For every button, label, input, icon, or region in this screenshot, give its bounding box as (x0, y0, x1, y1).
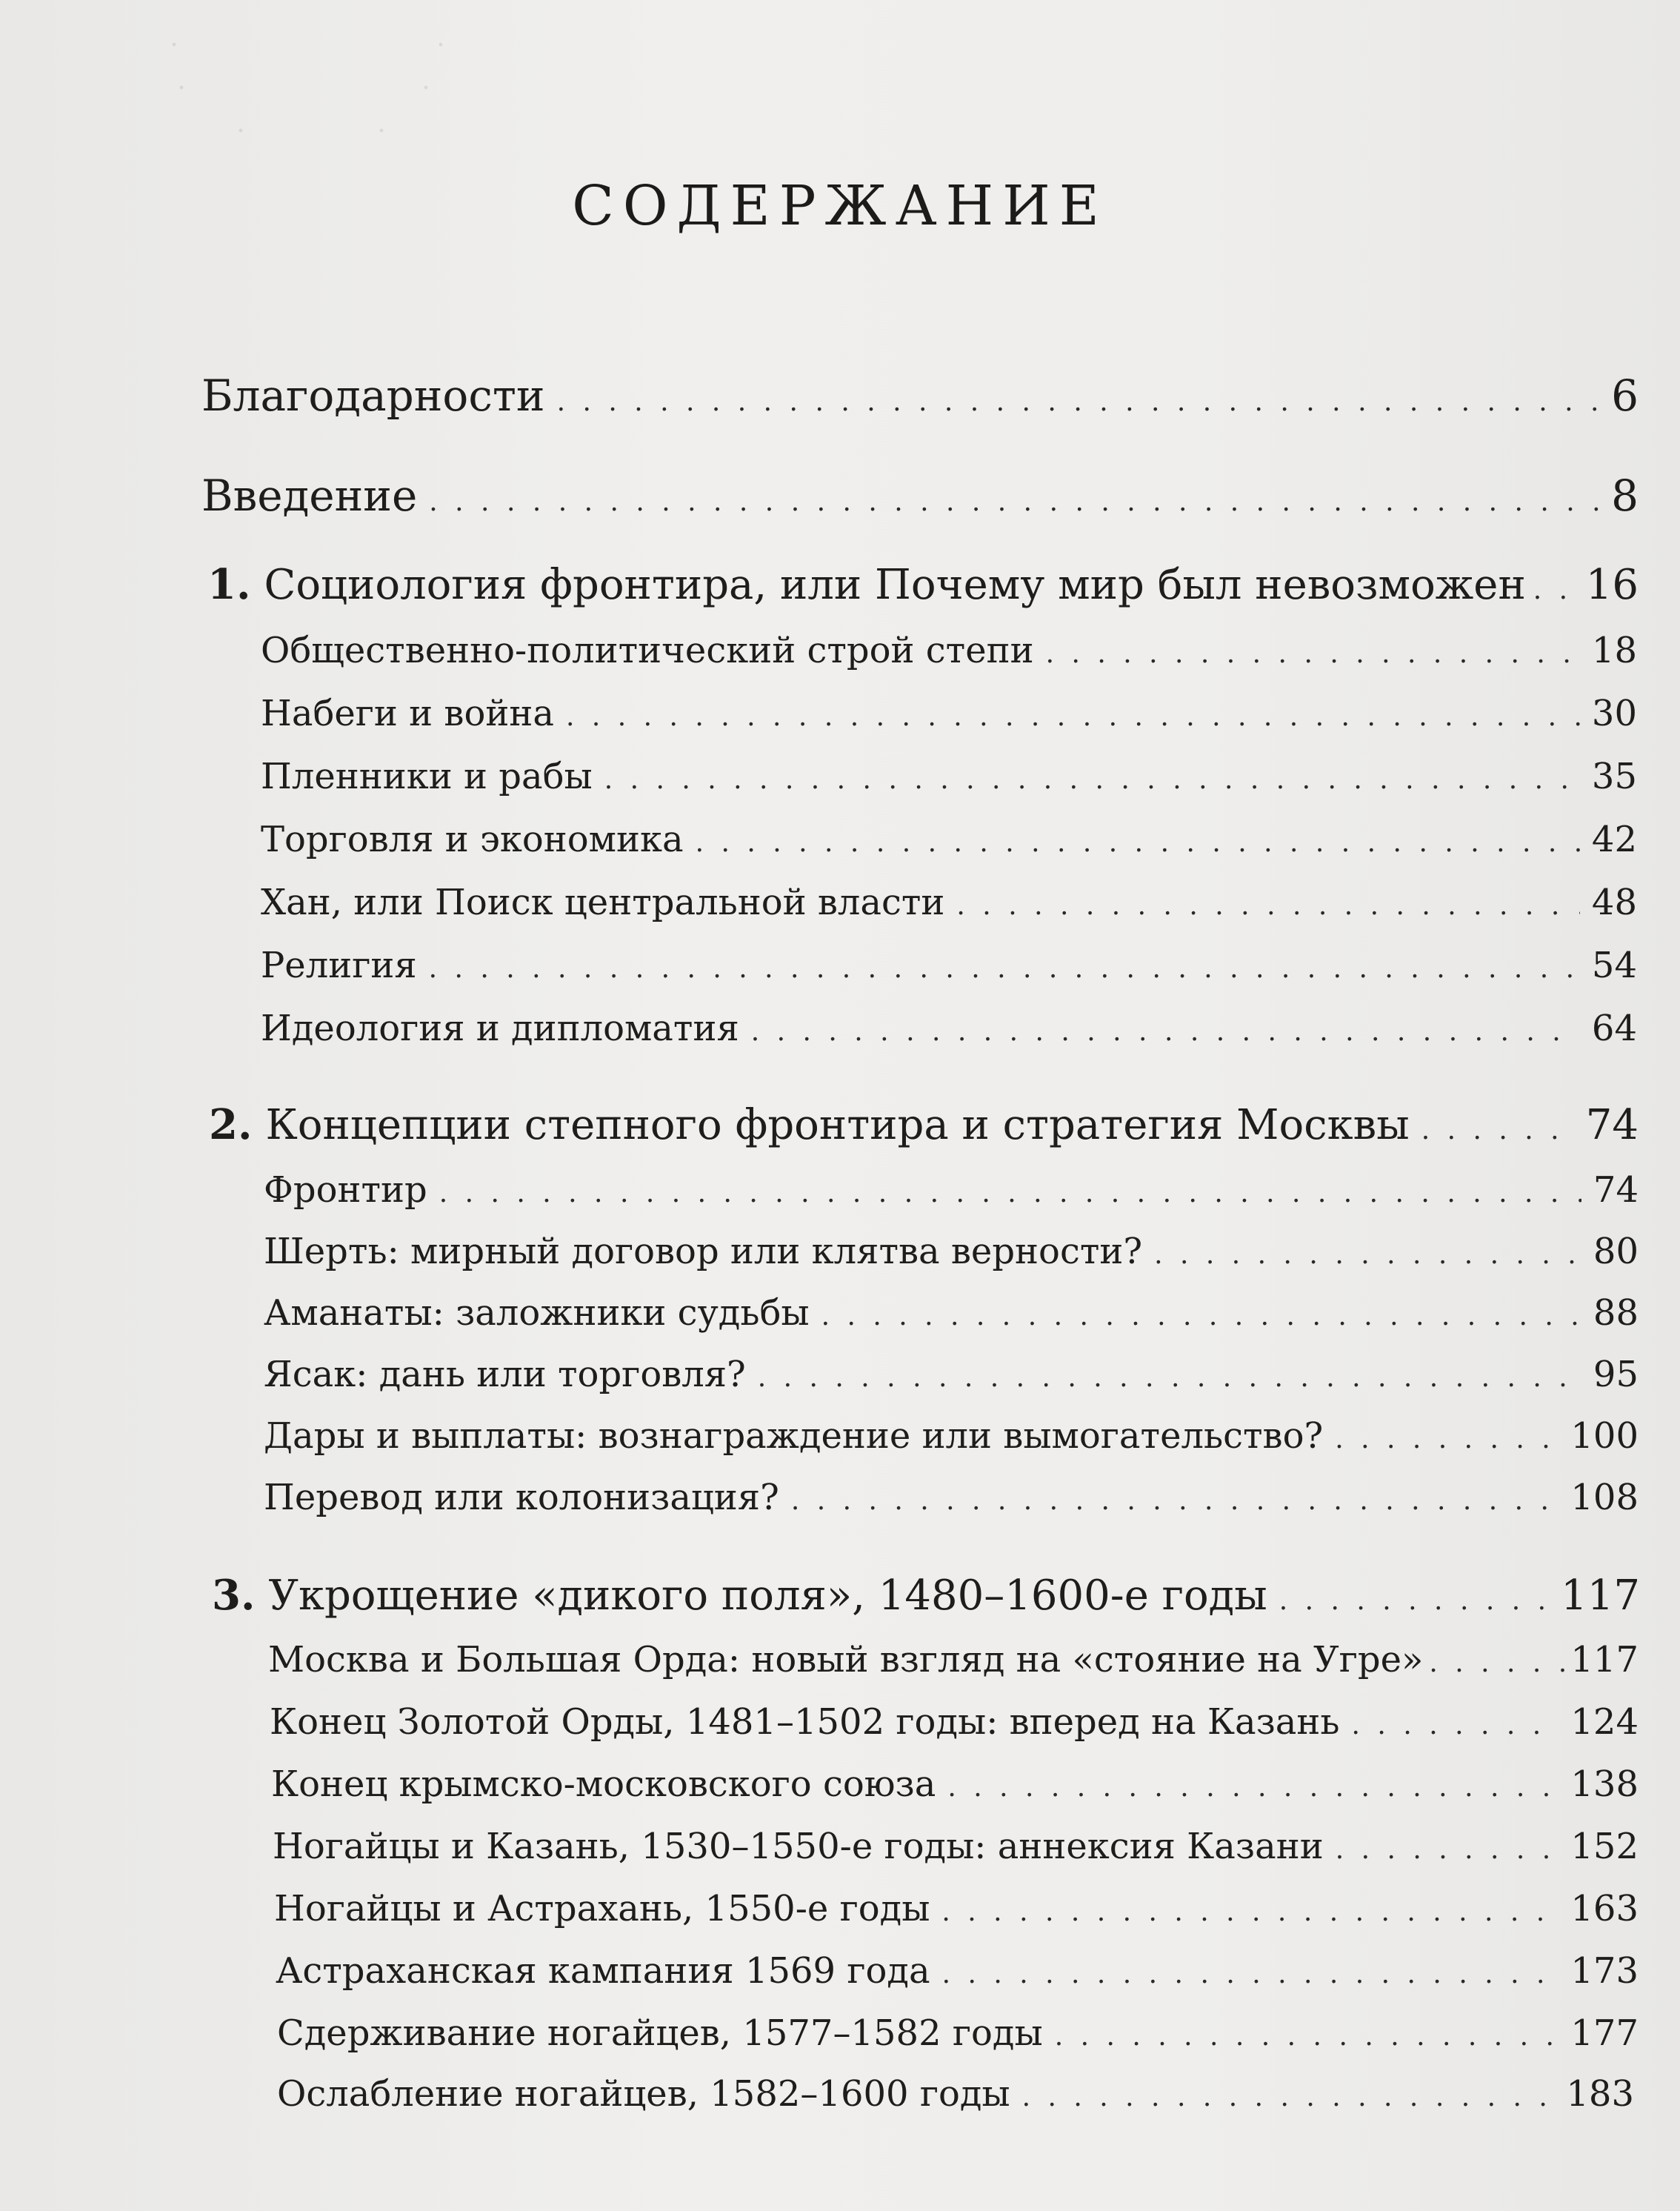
toc-entry-page: 6 (1611, 370, 1639, 421)
toc-section[interactable] (276, 1950, 1639, 1992)
chapter-title: Социология фронтира, или Почему мир был невозможен (264, 561, 1526, 609)
leader-dots (604, 765, 1580, 795)
leader-dots (1352, 1710, 1559, 1740)
chapter-page: 74 (1585, 1101, 1639, 1149)
toc-chapter[interactable] (212, 1571, 1640, 1620)
leader-dots (1154, 1240, 1581, 1270)
section-title: Фронтир (264, 1169, 427, 1211)
section-page: 42 (1591, 819, 1637, 860)
leader-dots (429, 954, 1580, 984)
section-title: Хан, или Поиск центральной власти (261, 882, 945, 923)
section-title: Шерть: мирный договор или клятва верности? (264, 1231, 1143, 1272)
chapter-number: 1. (207, 560, 251, 609)
leader-dots (1421, 1115, 1574, 1146)
section-page: 183 (1566, 2073, 1634, 2115)
section-page: 74 (1593, 1169, 1639, 1211)
section-title: Ногайцы и Астрахань, 1550-е годы (274, 1888, 930, 1929)
toc-section[interactable] (274, 1888, 1639, 1929)
chapter-title: Укрощение «дикого поля», 1480–1600-е годы (268, 1572, 1267, 1620)
leader-dots (1429, 1648, 1564, 1678)
toc-section[interactable] (277, 2073, 1634, 2115)
leader-dots (791, 1486, 1559, 1516)
section-page: 30 (1591, 693, 1637, 734)
section-page: 48 (1591, 882, 1637, 923)
toc-section[interactable] (270, 1701, 1639, 1743)
chapter-page: 16 (1585, 561, 1639, 609)
chapter-number: 2. (209, 1100, 253, 1149)
section-title: Идеология и дипломатия (261, 1008, 739, 1049)
section-page: 35 (1591, 756, 1637, 797)
toc-section[interactable] (268, 1639, 1639, 1680)
section-title: Ясак: дань или торговля? (264, 1354, 746, 1395)
section-page: 117 (1570, 1639, 1639, 1680)
toc-section[interactable] (261, 819, 1637, 860)
section-page: 95 (1593, 1354, 1639, 1395)
leader-dots (1022, 2082, 1555, 2112)
section-title: Набеги и война (261, 693, 554, 734)
leader-dots (1055, 2021, 1559, 2052)
section-page: 173 (1570, 1950, 1639, 1992)
leader-dots (947, 1772, 1559, 1803)
chapter-page: 117 (1561, 1572, 1640, 1620)
section-title: Москва и Большая Орда: новый взгляд на «стояние на Угре» (268, 1639, 1424, 1680)
page-title: СОДЕРЖАНИЕ (572, 174, 1108, 238)
leader-dots (1336, 1835, 1559, 1865)
toc-entry[interactable] (201, 370, 1639, 421)
section-page: 108 (1570, 1477, 1639, 1518)
bleed-through-texture: . . . . . . (170, 19, 444, 139)
toc-section[interactable] (264, 1415, 1639, 1457)
toc-entry[interactable] (201, 471, 1639, 521)
toc-entry-page: 8 (1611, 471, 1639, 521)
toc-section[interactable] (264, 1292, 1639, 1334)
leader-dots (821, 1301, 1581, 1331)
section-title: Религия (261, 945, 417, 986)
toc-chapter[interactable] (209, 1100, 1639, 1149)
toc-section[interactable] (261, 630, 1637, 671)
section-title: Сдерживание ногайцев, 1577–1582 годы (277, 2012, 1043, 2054)
toc-entry-label: Благодарности (201, 370, 545, 421)
section-page: 152 (1570, 1826, 1639, 1867)
section-page: 88 (1593, 1292, 1639, 1334)
leader-dots (758, 1363, 1581, 1393)
leader-dots (941, 1897, 1559, 1927)
leader-dots (439, 1178, 1581, 1208)
section-page: 64 (1591, 1008, 1637, 1049)
section-title: Перевод или колонизация? (264, 1477, 779, 1518)
leader-dots (557, 387, 1600, 417)
section-page: 163 (1570, 1888, 1639, 1929)
leader-dots (1046, 639, 1580, 669)
section-page: 100 (1570, 1415, 1639, 1457)
toc-entry-label: Введение (201, 471, 418, 521)
section-title: Конец Золотой Орды, 1481–1502 годы: вперед на Казань (270, 1701, 1340, 1743)
toc-section[interactable] (261, 882, 1637, 923)
chapter-number: 3. (212, 1571, 256, 1620)
toc-section[interactable] (261, 756, 1637, 797)
leader-dots (956, 891, 1580, 921)
section-title: Астраханская кампания 1569 года (276, 1950, 930, 1992)
leader-dots (1335, 1424, 1559, 1454)
section-title: Пленники и рабы (261, 756, 593, 797)
toc-section[interactable] (261, 693, 1637, 734)
section-page: 54 (1591, 945, 1637, 986)
toc-section[interactable] (261, 1008, 1637, 1049)
toc-chapter[interactable] (207, 560, 1639, 609)
section-title: Ногайцы и Казань, 1530–1550-е годы: аннексия Казани (273, 1826, 1324, 1867)
toc-section[interactable] (271, 1763, 1639, 1805)
toc-section[interactable] (261, 945, 1637, 986)
section-title: Торговля и экономика (261, 819, 684, 860)
toc-section[interactable] (264, 1231, 1639, 1272)
leader-dots (566, 702, 1580, 732)
leader-dots (696, 828, 1580, 858)
toc-section[interactable] (264, 1477, 1639, 1518)
section-page: 18 (1591, 630, 1637, 671)
section-page: 80 (1593, 1231, 1639, 1272)
leader-dots (751, 1017, 1580, 1047)
leader-dots (429, 487, 1599, 517)
toc-section[interactable] (277, 2012, 1639, 2054)
leader-dots (1533, 575, 1579, 605)
leader-dots (1279, 1586, 1549, 1616)
section-page: 124 (1570, 1701, 1639, 1743)
section-title: Ослабление ногайцев, 1582–1600 годы (277, 2073, 1010, 2115)
chapter-title: Концепции степного фронтира и стратегия Москвы (265, 1101, 1410, 1149)
section-title: Аманаты: заложники судьбы (264, 1292, 810, 1334)
section-page: 177 (1570, 2012, 1639, 2054)
section-title: Дары и выплаты: вознаграждение или вымогательство? (264, 1415, 1324, 1457)
section-title: Общественно-политический строй степи (261, 630, 1034, 671)
toc-section[interactable] (264, 1354, 1639, 1395)
toc-section[interactable] (264, 1169, 1639, 1211)
section-page: 138 (1570, 1763, 1639, 1805)
toc-section[interactable] (273, 1826, 1639, 1867)
leader-dots (942, 1959, 1559, 1989)
section-title: Конец крымско-московского союза (271, 1763, 936, 1805)
